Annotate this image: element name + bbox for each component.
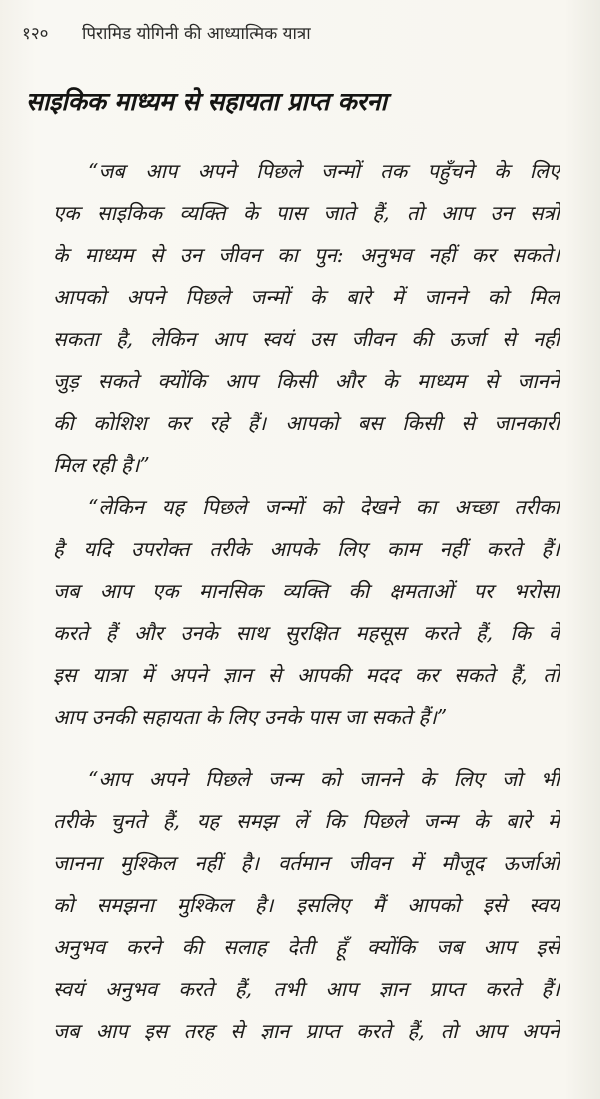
- text-line: स्वयं अनुभव करते हैं, तभी आप ज्ञान प्राप्त करते हैं।: [53, 977, 560, 1001]
- text-line: मिल रही है।”: [53, 453, 150, 477]
- paragraph-1: [0, 150, 600, 486]
- text-line: आप उनकी सहायता के लिए उनके पास जा सकते हैं।”: [53, 705, 448, 729]
- text-line: जब आप एक मानसिक व्यक्ति की क्षमताओं पर भरोसा: [53, 579, 560, 603]
- paragraph-2: [0, 486, 600, 738]
- text-line: है यदि उपरोक्त तरीके आपके लिए काम नहीं करते हैं।: [53, 537, 560, 561]
- text-line: को समझना मुश्किल है। इसलिए मैं आपको इसे स्वयं: [53, 893, 560, 917]
- running-head: [22, 18, 582, 50]
- text-line: सकता है, लेकिन आप स्वयं उस जीवन की ऊर्जा से नहीं: [53, 327, 560, 351]
- paragraph-gap: [0, 738, 600, 758]
- body-text: [0, 150, 600, 1052]
- text-line: की कोशिश कर रहे हैं। आपको बस किसी से जानकारी: [53, 411, 560, 435]
- text-line: जुड़ सकते क्योंकि आप किसी और के माध्यम से जानने: [53, 369, 560, 393]
- text-line: जानना मुश्किल नहीं है। वर्तमान जीवन में मौजूद ऊर्जाओं: [53, 851, 560, 875]
- text-line: “आप अपने पिछले जन्म को जानने के लिए जो भी: [88, 767, 560, 791]
- text-line: आपको अपने पिछले जन्मों के बारे में जानने को मिल: [53, 285, 560, 309]
- text-line: एक साइकिक व्यक्ति के पास जाते हैं, तो आप उन सत्रों: [53, 201, 560, 225]
- text-line: करते हैं और उनके साथ सुरक्षित महसूस करते हैं, कि वे: [53, 621, 560, 645]
- text-line: के माध्यम से उन जीवन का पुन: अनुभव नहीं कर सकते।: [53, 243, 560, 267]
- text-line: तरीके चुनते हैं, यह समझ लें कि पिछले जन्म के बारे में: [53, 809, 560, 833]
- text-line: इस यात्रा में अपने ज्ञान से आपकी मदद कर सकते हैं, तो: [53, 663, 560, 687]
- page-number: १२०: [22, 24, 49, 44]
- text-line: जब आप इस तरह से ज्ञान प्राप्त करते हैं, तो आप अपने: [53, 1019, 560, 1043]
- paragraph-3: [0, 758, 600, 1052]
- section-heading: साइकिक माध्यम से सहायता प्राप्त करना: [26, 87, 387, 116]
- text-line: “लेकिन यह पिछले जन्मों को देखने का अच्छा तरीका: [88, 495, 560, 519]
- book-title: पिरामिड योगिनी की आध्यात्मिक यात्रा: [82, 24, 311, 44]
- text-line: “जब आप अपने पिछले जन्मों तक पहुँचने के लिए: [88, 159, 560, 183]
- text-line: अनुभव करने की सलाह देती हूँ क्योंकि जब आप इसे: [53, 935, 560, 959]
